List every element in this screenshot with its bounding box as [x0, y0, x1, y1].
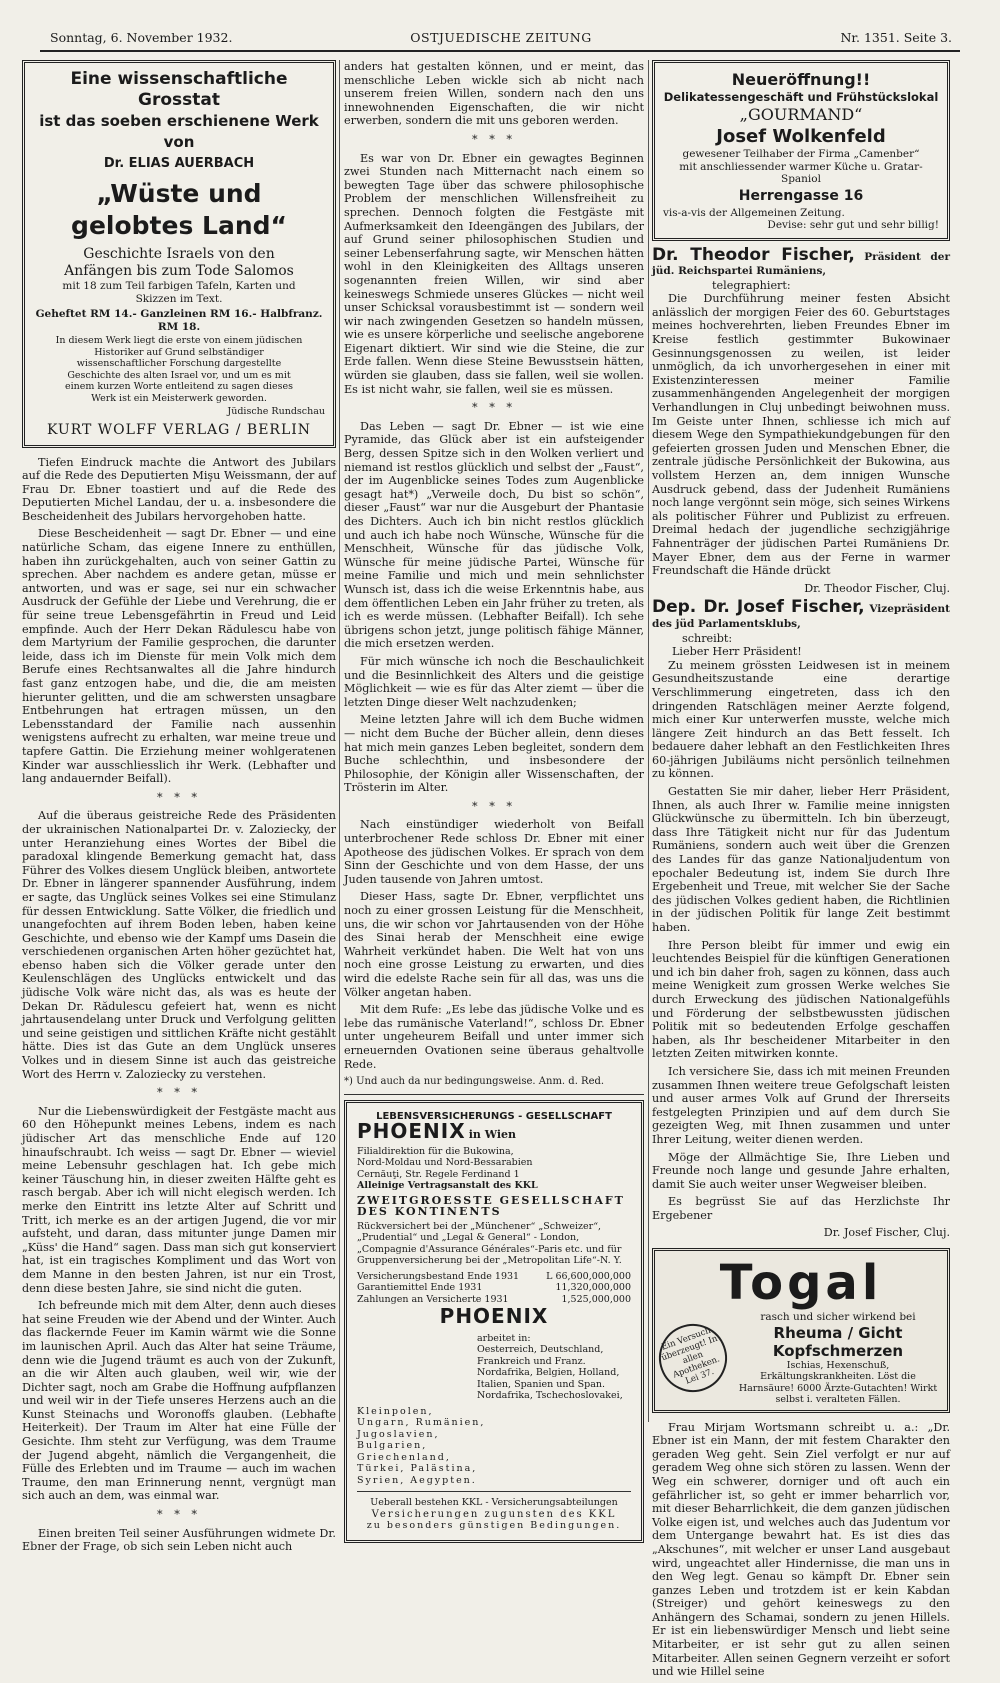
section-stars: * * * [157, 1508, 201, 1522]
ad-phoenix-name-suffix: in Wien [468, 1128, 517, 1142]
column-divider [339, 60, 340, 1422]
ad-gourmand-name: „GOURMAND“ [739, 105, 863, 124]
ad-phoenix-bottom: zu besonders günstigen Bedingungen. [366, 1520, 622, 1532]
ad-phoenix-stat-label: Zahlungen an Versicherte 1931 [357, 1293, 509, 1305]
ad-phoenix-stat-label: Versicherungsbestand Ende 1931 [357, 1270, 520, 1282]
article-paragraph: Nach einstündiger wiederholt von Beifall unterbrochener Rede schloss Dr. Ebner mit einer Apotheose des jüdischen Volkes. Er sprach von dem Sinn der Geschichte und von dem Hasse, der uns Juden tausende von Jahren umtost. [344, 818, 644, 886]
ad-phoenix-stat-value: 1,525,000,000 [561, 1293, 631, 1305]
ad-gourmand-address: Herrengasse 16 [738, 187, 864, 204]
column-2 [344, 60, 644, 1543]
ad-gourmand-line6: mit anschliessender warmer Küche u. Gratar-Spaniol [679, 160, 923, 185]
ad-auerbach-sub4: Skizzen im Text. [135, 292, 223, 305]
ad-gourmand [652, 60, 950, 241]
article-paragraph: Tiefen Eindruck machte die Antwort des Jubilars auf die Rede des Deputierten Mişu Weissmann, der auf Frau Dr. Ebner toastiert und auf die Rede des Deputierten Michel Landau, der u. a. insbesondere die Bescheidenheit des Jubilars hervorgehoben hatte. [22, 455, 336, 523]
telegram-sender-role: Präsident der jüd. Reichspartei Rumäniens, [652, 250, 950, 278]
article-paragraph: Meine letzten Jahre will ich dem Buche widmen — nicht dem Buche der Bücher allein, denn dieses hat mich mein ganzes Leben begleitet, sondern dem Buche schlechthin, und insbesondere der Philosophie, der Königin aller Wissenschaften, der Trösterin im Alter. [344, 713, 644, 795]
ad-auerbach-prices: Geheftet RM 14.- Ganzleinen RM 16.- Halbfranz. RM 18. [35, 308, 323, 333]
article-paragraph: Das Leben — sagt Dr. Ebner — ist wie eine Pyramide, das Glück aber ist ein aufsteigender Berg, dessen Spitze sich in den Wolken verliert und niemand ist restlos glücklich und selbst der „Faust“, der im Augenblicke seines Todes zum Augenblicke gesagt hat*) „Verweile doch, Du bist so schön“, dieser „Faust“ war nur die Ausgeburt der Phantasie des Dichters. Auch ich bin nicht restlos glücklich und auch ich habe noch Wünsche, Wünsche für die Menschheit, Wünsche für das jüdische Volk, Wünsche für meine jüdische Partei, Wünsche für meine Familie und mich und mein sehnlichster Wunsch ist, dass ich die weise Erkenntnis habe, aus dem öffentlichen Leben ein Jahr früher zu treten, als ich es werde müssen. (Lebhafter Beifall). Ich sehe übrigens schon jetzt, junge politisch fähige Männer, die mich ersetzen werden. [344, 419, 644, 651]
page-header [50, 30, 952, 52]
ad-auerbach-sub3: mit 18 zum Teil farbigen Tafeln, Karten und [62, 280, 296, 292]
ad-phoenix-line: Alleinige Vertragsanstalt des KKL [357, 1180, 538, 1192]
article-paragraph: Es begrüsst Sie auf das Herzlichste Ihr Ergebener [652, 1195, 950, 1222]
ad-auerbach-author: Dr. ELIAS AUERBACH [103, 156, 255, 171]
ad-phoenix-slogan: ZWEITGROESSTE GESELLSCHAFT DES KONTINENTS [357, 1193, 625, 1219]
ad-phoenix-stat-value: 11,320,000,000 [555, 1282, 631, 1294]
section-stars: * * * [157, 1086, 201, 1100]
ad-gourmand-line2: Delikatessengeschäft und Frühstückslokal [663, 90, 939, 104]
article-paragraph: Möge der Allmächtige Sie, Ihre Lieben und Freunde noch lange und gesunde Jahre erhalten, damit Sie auch weiter unser Wegweiser bleiben. [652, 1150, 950, 1191]
ad-phoenix-bottom: Ueberall bestehen KKL - Versicherungsabteilungen [370, 1497, 618, 1509]
letter-verb: schreibt: [682, 631, 733, 645]
ad-phoenix-reinsurance: Rückversichert bei der „Münchener“ „Schweizer“, „Prudential“ und „Legal & General“ - London, „Compagnie d'Assurance Générales“-Paris etc. und für Gruppenversicherung bei der „Metropolitan Life“-N. Y. [357, 1220, 622, 1267]
section-stars: * * * [472, 799, 516, 813]
ad-auerbach-book [22, 60, 336, 448]
signature: Dr. Josef Fischer, Cluj. [823, 1226, 950, 1240]
section-stars: * * * [472, 401, 516, 415]
ad-togal-brand: Togal [719, 1255, 883, 1312]
letter-sender-name: Dep. Dr. Josef Fischer, [652, 597, 865, 618]
footnote: *) Und auch da nur bedingungsweise. Anm. d. Red. [344, 1076, 605, 1088]
divider [357, 1491, 631, 1492]
article-paragraph: Ich versichere Sie, dass ich mit meinen Freunden zusammen Ihnen weitere treue Gefolgschaft leisten und auser armes Volk auf Grund der Ihrerseits festgelegten Prinzipien und auf dem durch Sie gezeigten Weg, mit Ihnen zusammen und unter Ihrer Leitung, weiter dienen werden. [652, 1064, 950, 1146]
ad-phoenix-works-in: arbeitet in: [477, 1332, 531, 1344]
ad-phoenix-bottom: Versicherungen zugunsten des KKL [371, 1508, 617, 1520]
article-paragraph: Gestatten Sie mir daher, lieber Herr Präsident, Ihnen, als auch Ihrer w. Familie meine innigsten Glückwünsche zu übermitteln. Ich bin überzeugt, dass Ihre Tätigkeit nicht nur für das Judentum Rumäniens, sondern auch weit über die Grenzen des Landes für das ganze Nationaljudentum von epochaler Bedeutung ist, indem Sie durch Ihre Ergebenheit und Treue, mit welcher Sie der Sache des jüdischen Volkes gedient haben, die Richtlinien in der jüdischen Politik für lange Zeit bestimmt haben. [652, 785, 950, 934]
ad-phoenix-head: LEBENSVERSICHERUNGS - GESELLSCHAFT [376, 1110, 612, 1122]
article-paragraph: Einen breiten Teil seiner Ausführungen widmete Dr. Ebner der Frage, ob sich sein Leben nicht auch [22, 1526, 336, 1554]
ad-gourmand-line8: vis-a-vis der Allgemeinen Zeitung. [663, 206, 845, 219]
ad-auerbach-sub2: Anfängen bis zum Tode Salomos [64, 263, 294, 279]
section-stars: * * * [157, 790, 201, 804]
header-date: Sonntag, 6. November 1932. [50, 30, 233, 45]
ad-gourmand-line1: Neueröffnung!! [731, 70, 871, 89]
article-paragraph: Diese Bescheidenheit — sagt Dr. Ebner — und eine natürliche Scham, das eigene Innere zu enthüllen, haben ihn zurückgehalten, auch von seiner Gattin zu sprechen. Aber nachdem es andere getan, müsse er antworten, und was er sage, sei nur ein schwacher Ausdruck der Gefühle der Liebe und Verehrung, die er für seine treue Lebensgefährtin in Freud und Leid empfinde. Auch der Herr Dekan Rădulescu habe von dem Martyrium der Familie gesprochen, die darunter leide, dass ich im Dienste für mein Volk mich dem Berufe eines Rechtsanwaltes all die Jahre hindurch fast ganz entzogen habe, und die, die am meisten hierunter gelitten, und die am schwersten unsagbare Entbehrungen hat ertragen müssen, un den Lebensstandard der Familie nach aussenhin wenigstens aufrecht zu erhalten, war meine treue und tapfere Gattin. Die Erziehung meiner wohlgeratenen Kinder war ausschliesslich ihr Werk. (Lebhafter und lang andauernder Beifall). [22, 527, 336, 786]
article-paragraph: Es war von Dr. Ebner ein gewagtes Beginnen zwei Stunden nach Mitternacht nach einem so bewegten Tage über das schwere philosophische Problem der menschlichen Willensfreiheit zu sprechen. Dennoch folgten die Festgäste mit Aufmerksamkeit den Ideengängen des Jubilars, der auf Grund seiner philosophischen Studien und seiner Lebenserfahrung sagte, wir Menschen hätten wohl in den Kleinigkeiten des Alltags unseren sogenannten freien Willen, wir sind aber keineswegs Schmiede unseres Glückes — nicht weil unser Schicksal vorausbestimmt ist — sondern weil wir nach zwingenden Gesetzen so handeln müssen, wie es unsere körperliche und seelische angeborene Eigenart diktiert. Wir sind wie die Steine, die zur Erde fallen. Wenn diese Steine Bewusstsein hätten, würden sie glauben, dass sie fallen, weil sie wollen. Es ist nicht wahr, sie fallen, weil sie es müssen. [344, 151, 644, 396]
ad-phoenix-insurance [344, 1100, 644, 1543]
ad-togal [652, 1248, 950, 1413]
ad-phoenix-line: Nord-Moldau und Nord-Bessarabien [357, 1157, 533, 1169]
divider [344, 1094, 644, 1095]
ad-auerbach-sub1: Geschichte Israels von den [83, 246, 275, 262]
column-3 [652, 60, 950, 1683]
ad-togal-line2: Rheuma / Gicht [773, 1323, 903, 1342]
ad-phoenix-line: Cernăuţi, Str. Regele Ferdinand 1 [357, 1168, 520, 1180]
article-paragraph: Für mich wünsche ich noch die Beschaulichkeit und die Besinnlichkeit des Alters und die geistige Möglichkeit — wie es für das Alter ziemt — über die letzten Dinge dieser Welt nachzudenken; [344, 654, 644, 709]
signature: Dr. Theodor Fischer, Cluj. [804, 581, 950, 595]
ad-gourmand-owner: Josef Wolkenfeld [716, 126, 886, 147]
ad-phoenix-stat-value: L 66,600,000,000 [546, 1270, 631, 1282]
ad-auerbach-quote-source: Jüdische Rundschau [227, 406, 325, 417]
letter-salutation: Lieber Herr Präsident! [672, 645, 802, 659]
article-paragraph: Ich befreunde mich mit dem Alter, denn auch dieses hat seine Freuden wie der Abend und der Winter. Auch das flackernde Feuer im Kamin wärmt wie die Sonne im launischen April. Auch das Alter hat seine Träume, denn wie die Jugend träumt es auch von der Zukunft, an die wir Alten auch glauben, weil wir, wie der Dichter sagt, noch am Grabe die Hoffnung aufpflanzen und weil wir in der Tiefe unseres Herzens auch an die Kunst Steinachs und Woronoffs glauben. (Lebhafte Heiterkeit). Der Traum im Alter hat eine Fülle der Gesichte. Ihm steht zur Verfügung, was dem Traume der Jugend abgeht, nämlich die Vergangenheit, die Fülle des Erlebten und im Traume — auch im wachen Traume, den man Erinnerung nennt, vergnügt man sich auch an dem, was einmal war. [22, 1299, 336, 1503]
letter-sender-role: Vizepräsident des jüd Parlamentsklubs, [652, 603, 951, 630]
article-paragraph: Nur die Liebenswürdigkeit der Festgäste macht aus 60 den Höhepunkt meines Lebens, indem es nach jüdischer Art das menschliche Ende auf 120 hinaufschraubt. Ich weiss — sagt Dr. Ebner — wieviel meine Lebensuhr geschlagen hat. Ich gebe mich keiner Täuschung hin, in dieser zweiten Hälfte geht es rasch bergab. Aber ich will nicht elegisch werden. Ich merke den Eintritt ins letzte Alter auf Schritt und Tritt, ich merke es an der artigen Jugend, die vor mir aufsteht, und daran, dass mitunter junge Damen mir „Küss' die Hand“ sagen. Dass man sich gut konserviert hat, ist ein tragisches Kompliment und das Wort von dem Manne in den besten Jahren, ist nur ein Trost, denn diese besten Jahre, sie sind nicht die guten. [22, 1104, 336, 1295]
article-paragraph: Die Durchführung meiner festen Absicht anlässlich der morgigen Feier des 60. Geburtstages meines hochverehrten, lieben Freundes Ebner im Kreise festlich gestimmter Bukowinaer Gesinnungsgenossen zu weilen, ist leider unmöglich, da ich unvorhergesehen in einer mit Existenzinteressen meiner Familie zusammenhängenden Angelegenheit der morgigen Verhandlungen in Cluj unbedingt beiwohnen muss. Im Geiste unter Ihnen, schliesse ich mich auf diesem Wege den Sympathiekundgebungen für den gefeierten grossen Juden und Menschen Ebner, die zentrale jüdische Persönlichkeit der Bukowina, aus vollstem Herzen an, dem innigen Wunsche Ausdruck gebend, dass der Judenheit Rumäniens noch lange vergönnt sein möge, sich seines Wirkens als politischer Führer und Publizist zu erfreuen. Dreimal hedach der jugendliche sechzigjährige Fahnenträger der jüdischen Partei Rumäniens Dr. Mayer Ebner, dem aus der Ferne in warmer Freundschaft die Hände drückt [652, 292, 950, 578]
ad-auerbach-line1: Eine wissenschaftliche Grosstat [70, 69, 288, 110]
ad-auerbach-title: „Wüste und gelobtes Land“ [71, 179, 287, 240]
ad-gourmand-motto: Devise: sehr gut und sehr billig! [767, 219, 939, 231]
ad-auerbach-line2: ist das soeben erschienene Werk von [39, 112, 319, 151]
ad-phoenix-stat-label: Garantiemittel Ende 1931 [357, 1282, 483, 1294]
article-paragraph: Dieser Hass, sagte Dr. Ebner, verpflichtet uns noch zu einer grossen Leistung für die Menschheit, uns, die wir schon vor Jahrtausenden von der Höhe des Sinai herab der Menschheit eine ewige Wahrheit verkündet haben. Die Welt hat von uns noch eine grosse Leistung zu erwarten, und dies wird die edelste Rache sein für all das, was uns die Völker angetan haben. [344, 890, 644, 999]
ad-gourmand-line5: gewesener Teilhaber der Firma „Camenber“ [682, 148, 920, 160]
article-paragraph: Ihre Person bleibt für immer und ewig ein leuchtendes Beispiel für die künftigen Generationen und ich bin daher froh, sagen zu können, dass auch meine Wenigkeit zum grossen Werke welches Sie durch Erweckung des jüdischen Nationalgefühls und Förderung der selbstbewussten jüdischen Politik mit so bedeutenden Erfolge geschaffen haben, als Ihr bescheidener Mitarbeiter in den letzten Zeiten mitwirken konnte. [652, 938, 950, 1061]
ad-phoenix-countries-right: Oesterreich, Deutschland, Frankreich und Franz. Nordafrika, Belgien, Holland, Italien, Spanien und Span. Nordafrika, Tschechoslovakei, [477, 1344, 623, 1402]
section-stars: * * * [472, 132, 516, 146]
column-divider [648, 60, 649, 1422]
article-paragraph: Auf die überaus geistreiche Rede des Präsidenten der ukrainischen Nationalpartei Dr. v. Zaloziecky, der unter Heranziehung eines Wortes der Bibel die paradoxal klingende Bemerkung gemacht hat, dass Führer des Volkes diesem Unglück bleiben, antwortete Dr. Ebner in längerer spannender Ausführung, indem er sagte, das Unglück seines Volkes sei eine Stimulanz für dessen Entwicklung. Satte Völker, die friedlich und unangefochten auf ihrem Boden leben, haben keine Geschichte, und ebenso wie der Kampf ums Dasein die verschiedenen organischen Arten höher gezüchtet hat, ebenso haben sich die Völker gerade unter den Keulenschlägen des Unglücks entwickelt und das jüdische Volk wäre nicht das, als was es heute der Dekan Dr. Rădulescu gefeiert hat, wenn es nicht jahrtausendelang unter Druck und Verfolgung gelitten und seine geistigen und sittlichen Kräfte nicht gestählt hätte. Dies ist das Gute an dem Unglück unseres Volkes und in diesem Sinne ist auch das geistreiche Wort des Herrn v. Zaloziecky zu verstehen. [22, 809, 336, 1081]
article-paragraph: Mit dem Rufe: „Es lebe das jüdische Volke und es lebe das rumänische Vaterland!“, schloss Dr. Ebner unter ungeheurem Beifall und unter immer sich erneuernden Ovationen seine überaus gehaltvolle Rede. [344, 1003, 644, 1071]
column-1 [22, 60, 336, 1558]
ad-phoenix-name: PHOENIX [357, 1119, 466, 1144]
ad-togal-line4: Ischias, Hexenschuß, Erkältungskrankheiten. Löst die Harnsäure! 6000 Ärzte-Gutachten! Wirkt selbst i. veralteten Fällen. [738, 1359, 938, 1406]
ad-phoenix-countries-left: Kleinpolen, Ungarn, Rumänien, Jugoslavien, Bulgarien, Griechenland, Türkei, Palästina, Syrien, Aegypten. [357, 1405, 486, 1486]
ad-phoenix-line: Filialdirektion für die Bukowina, [357, 1145, 514, 1157]
telegram-verb: telegraphiert: [712, 278, 791, 292]
ad-togal-line1: rasch und sicher wirkend bei [760, 1311, 916, 1324]
header-page-number: Nr. 1351. Seite 3. [840, 30, 952, 45]
ad-togal-line3: Kopfschmerzen [772, 1341, 904, 1360]
article-paragraph: Zu meinem grössten Leidwesen ist in meinem Gesundheitszustande eine derartige Verschlimmerung eingetreten, dass ich den dringenden Ratschlägen meiner Aerzte folgend, mich einer Kur unterwerfen musste, welche mich längere Zeit hindurch an das Bett fesselt. Ich bedauere daher lebhaft an den Festlichkeiten Ihres 60-jährigen Jubiläums nicht persönlich teilnehmen zu können. [652, 658, 950, 781]
ad-auerbach-publisher: KURT WOLFF VERLAG / BERLIN [46, 421, 312, 438]
telegram-sender-name: Dr. Theodor Fischer, [652, 244, 855, 265]
ad-auerbach-quote: In diesem Werk liegt die erste von einem jüdischen Historiker auf Grund selbständiger wissenschaftlicher Forschung dargestellte Geschichte des alten Israel vor, und um es mit einem kurzen Worte entleitend zu sagen dieses Werk ist ein Meisterwerk geworden. [55, 335, 303, 404]
header-newspaper-title: OSTJUEDISCHE ZEITUNG [410, 30, 592, 45]
ad-phoenix-name-2: PHOENIX [439, 1304, 549, 1329]
ad-togal-seal: Ein Versuch überzeugt! In allen Apotheken. Lei 37. [649, 1315, 736, 1402]
header-rule [40, 50, 960, 52]
article-paragraph: Frau Mirjam Wortsmann schreibt u. a.: „Dr. Ebner ist ein Mann, der mit festem Charakter den geraden Weg geht. Sein Ziel verfolgt er nur auf geradem Weg ohne sich stören zu lassen. Wenn der Weg ein schwerer, dorniger und oft auch ein gefährlicher ist, so geht er immer beharrlich vor, mit dieser Beharrlichkeit, die dem ganzen jüdischen Volke eigen ist, und welches auch das Judentum vor dem Untergange bewahrt hat. Es ist dies das „Akschunes“, mit welcher er unser Land ausgebaut wird, ungeachtet aller Hindernisse, die man uns in den Weg legt. Genau so kämpft Dr. Ebner sein ganzes Leben und trotzdem ist er kein Kabdan (Streiger) und gehört keineswegs zu den Anhängern des Schamai, sondern zu jenen Hillels. Er ist ein liebenswürdiger Mensch und liebt seine Mitarbeiter, er ist sehr gut zu allen seinen Mitarbeiter. Allen seinen Gegnern verzeiht er sofort und wie Hillel seine [652, 1420, 950, 1679]
article-paragraph: anders hat gestalten können, und er meint, das menschliche Leben wickle sich ab nicht nach unserem freien Willen, sondern nach den uns innewohnenden Eigenschaften, die wir nicht erwerben, sondern die mit uns geboren werden. [344, 60, 644, 128]
